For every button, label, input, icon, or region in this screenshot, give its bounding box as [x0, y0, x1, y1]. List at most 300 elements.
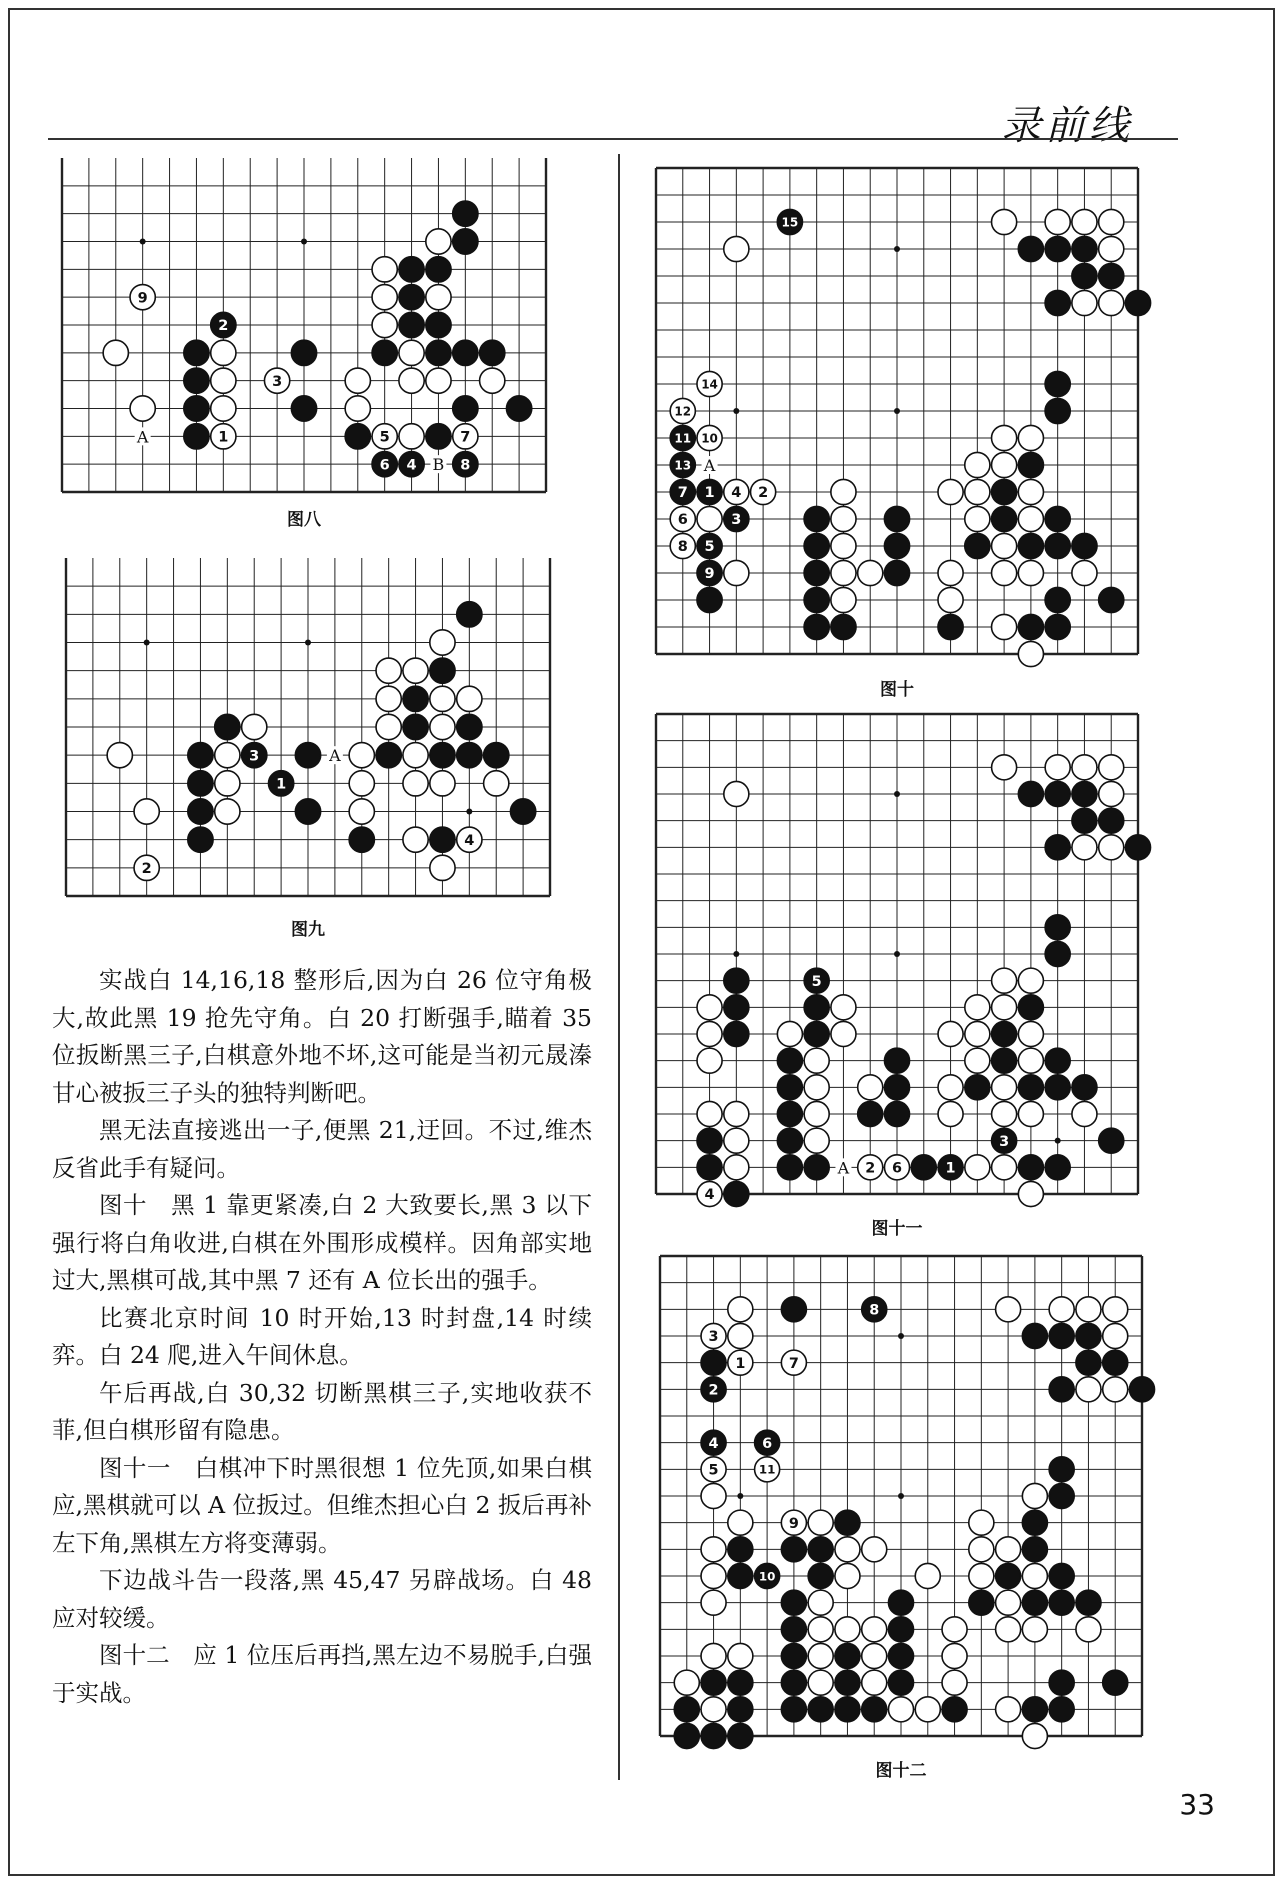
move-number: 3 [249, 748, 260, 765]
white-stone [376, 686, 401, 711]
white-stone [942, 1643, 967, 1668]
black-stone [484, 743, 509, 768]
paragraph: 下边战斗告一段落,黑 45,47 另辟战场。白 48 应对较缓。 [52, 1566, 592, 1632]
move-number: 4 [406, 457, 417, 474]
paragraph: 图十 黑 1 靠更紧凑,白 2 大致要长,黑 3 以下强行将白角收进,白棋在外围形成模样。因角部实地过大,黑棋可战,其中黑 7 还有 A 位长出的强手。 [52, 1191, 592, 1294]
black-stone [426, 257, 451, 282]
white-stone [1045, 209, 1070, 234]
black-stone [188, 799, 213, 824]
white-stone [215, 771, 240, 796]
white-stone [697, 1048, 722, 1073]
white-stone [969, 1510, 994, 1535]
black-stone [965, 1075, 990, 1100]
white-stone [426, 368, 451, 393]
black-stone [884, 506, 909, 531]
black-stone [781, 1617, 806, 1642]
black-stone [1045, 371, 1070, 396]
black-stone [808, 1563, 833, 1588]
white-stone [403, 658, 428, 683]
black-stone [1099, 1128, 1124, 1153]
paragraph: 图十一 白棋冲下时黑很想 1 位先顶,如果白棋应,黑棋就可以 A 位扳过。但维杰担心白 2 扳后再补左下角,黑棋左方将变薄弱。 [52, 1453, 592, 1557]
black-stone [724, 1181, 749, 1206]
black-stone [777, 1075, 802, 1100]
move-number: 6 [891, 1160, 903, 1177]
move-number: 10 [758, 1569, 776, 1584]
black-stone [1103, 1350, 1128, 1375]
black-stone [1045, 614, 1070, 639]
black-stone [430, 658, 455, 683]
black-stone [888, 1590, 913, 1615]
black-stone [884, 560, 909, 585]
black-stone [969, 1590, 994, 1615]
black-stone [1072, 808, 1097, 833]
black-stone [701, 1723, 726, 1748]
black-stone [1022, 1590, 1047, 1615]
white-stone [697, 506, 722, 531]
white-stone [808, 1670, 833, 1695]
white-stone [1072, 560, 1097, 585]
white-stone [942, 1670, 967, 1695]
white-stone [701, 1643, 726, 1668]
black-stone [1099, 587, 1124, 612]
black-stone [1076, 1350, 1101, 1375]
white-stone [1018, 1021, 1043, 1046]
white-stone [701, 1697, 726, 1722]
black-stone [888, 1670, 913, 1695]
white-stone [697, 1101, 722, 1126]
white-stone [701, 1483, 726, 1508]
white-stone [831, 1021, 856, 1046]
black-stone [453, 396, 478, 421]
white-stone [430, 771, 455, 796]
move-number: 3 [272, 373, 283, 390]
white-stone [403, 827, 428, 852]
black-stone [697, 1128, 722, 1153]
running-header: 录前线 [1001, 103, 1133, 149]
black-stone [728, 1563, 753, 1588]
black-stone [188, 771, 213, 796]
white-stone [835, 1617, 860, 1642]
white-stone [992, 995, 1017, 1020]
black-stone [831, 614, 856, 639]
black-stone [1022, 1323, 1047, 1348]
black-stone [701, 1350, 726, 1375]
move-number: 4 [731, 485, 742, 502]
move-number: 4 [464, 832, 475, 849]
black-stone [453, 340, 478, 365]
move-number: 1 [276, 776, 287, 793]
move-number: 3 [708, 1329, 719, 1346]
black-stone [1045, 835, 1070, 860]
black-stone [184, 396, 209, 421]
white-stone [831, 479, 856, 504]
black-stone [992, 1048, 1017, 1073]
white-stone [345, 368, 370, 393]
white-stone [992, 1155, 1017, 1180]
move-number: 6 [677, 512, 688, 529]
black-stone [804, 587, 829, 612]
hoshi-point [894, 408, 900, 414]
black-stone [399, 285, 424, 310]
move-number: 8 [869, 1302, 880, 1319]
move-number: 5 [811, 973, 822, 990]
white-stone [376, 714, 401, 739]
white-stone [728, 1643, 753, 1668]
black-stone [804, 614, 829, 639]
black-stone [728, 1537, 753, 1562]
white-stone [372, 257, 397, 282]
white-stone [1072, 290, 1097, 315]
go-diagram-fig10 [656, 168, 1138, 654]
white-stone [1022, 1563, 1047, 1588]
black-stone [426, 312, 451, 337]
white-stone [992, 533, 1017, 558]
black-stone [1125, 290, 1150, 315]
white-stone [938, 1075, 963, 1100]
white-stone [701, 1590, 726, 1615]
white-stone [992, 209, 1017, 234]
black-stone [480, 340, 505, 365]
caption-fig12: 图十二 [875, 1761, 927, 1781]
black-stone [399, 257, 424, 282]
black-stone [430, 827, 455, 852]
black-stone [835, 1510, 860, 1535]
black-stone [1072, 1075, 1097, 1100]
white-stone [996, 1617, 1021, 1642]
black-stone [1072, 533, 1097, 558]
white-stone [349, 771, 374, 796]
hoshi-point [898, 1493, 904, 1499]
black-stone [724, 968, 749, 993]
white-stone [938, 1101, 963, 1126]
white-stone [134, 799, 159, 824]
hoshi-point [894, 246, 900, 252]
black-stone [1049, 1323, 1074, 1348]
move-number: 5 [708, 1462, 719, 1479]
black-stone [1045, 1155, 1070, 1180]
move-number: 2 [708, 1382, 719, 1399]
white-stone [426, 285, 451, 310]
white-stone [1022, 1483, 1047, 1508]
white-stone [1099, 209, 1124, 234]
black-stone [426, 340, 451, 365]
black-stone [1018, 614, 1043, 639]
black-stone [1018, 781, 1043, 806]
white-stone [430, 686, 455, 711]
white-stone [777, 1021, 802, 1046]
white-stone [996, 1590, 1021, 1615]
caption-fig9: 图九 [291, 920, 325, 940]
black-stone [1045, 915, 1070, 940]
black-stone [188, 827, 213, 852]
white-stone [965, 1155, 990, 1180]
black-stone [804, 560, 829, 585]
black-stone [862, 1697, 887, 1722]
black-stone [215, 714, 240, 739]
black-stone [835, 1670, 860, 1695]
black-stone [1049, 1670, 1074, 1695]
black-stone [1045, 1075, 1070, 1100]
point-label: B [432, 455, 445, 475]
move-number: 12 [674, 404, 692, 419]
white-stone [724, 236, 749, 261]
black-stone [777, 1128, 802, 1153]
white-stone [965, 1021, 990, 1046]
white-stone [345, 396, 370, 421]
black-stone [1018, 533, 1043, 558]
move-number: 5 [379, 429, 390, 446]
go-diagram-fig12 [660, 1256, 1142, 1736]
white-stone [858, 1075, 883, 1100]
white-stone [992, 425, 1017, 450]
black-stone [942, 1697, 967, 1722]
white-stone [862, 1643, 887, 1668]
white-stone [426, 229, 451, 254]
black-stone [911, 1155, 936, 1180]
white-stone [1018, 479, 1043, 504]
black-stone [781, 1670, 806, 1695]
move-number: 14 [701, 377, 718, 392]
black-stone [1099, 808, 1124, 833]
go-diagram-fig11 [656, 714, 1138, 1204]
white-stone [480, 368, 505, 393]
black-stone [1049, 1697, 1074, 1722]
white-stone [1018, 641, 1043, 666]
black-stone [1049, 1377, 1074, 1402]
move-number: 5 [704, 539, 715, 556]
black-stone [1076, 1323, 1101, 1348]
black-stone [888, 1617, 913, 1642]
white-stone [804, 1075, 829, 1100]
white-stone [1022, 1617, 1047, 1642]
white-stone [1022, 1723, 1047, 1748]
white-stone [1103, 1323, 1128, 1348]
move-number: 9 [704, 566, 715, 583]
black-stone [1045, 1048, 1070, 1073]
black-stone [697, 587, 722, 612]
move-number: 9 [788, 1515, 799, 1532]
move-number: 7 [677, 485, 688, 502]
white-stone [215, 799, 240, 824]
black-stone [884, 533, 909, 558]
move-number: 1 [704, 485, 715, 502]
black-stone [426, 424, 451, 449]
black-stone [835, 1643, 860, 1668]
white-stone [1018, 425, 1043, 450]
black-stone [1103, 1670, 1128, 1695]
white-stone [430, 630, 455, 655]
move-number: 4 [704, 1187, 715, 1204]
hoshi-point [1055, 1138, 1061, 1144]
black-stone [1049, 1457, 1074, 1482]
move-number: 8 [677, 539, 688, 556]
hoshi-point [305, 640, 311, 646]
commentary-text [52, 962, 592, 1712]
black-stone [376, 743, 401, 768]
black-stone [1045, 506, 1070, 531]
white-stone [915, 1697, 940, 1722]
move-number: 3 [731, 512, 742, 529]
move-number: 15 [781, 215, 799, 230]
black-stone [430, 743, 455, 768]
black-stone [457, 714, 482, 739]
white-stone [996, 1537, 1021, 1562]
move-number: 11 [758, 1462, 776, 1477]
black-stone [399, 312, 424, 337]
white-stone [992, 560, 1017, 585]
black-stone [804, 1155, 829, 1180]
white-stone [1018, 560, 1043, 585]
white-stone [1072, 1101, 1097, 1126]
paragraph: 比赛北京时间 10 时开始,13 时封盘,14 时续弈。白 24 爬,进入午间休息。 [52, 1303, 592, 1369]
white-stone [1049, 1297, 1074, 1322]
paragraph: 实战白 14,16,18 整形后,因为白 26 位守角极大,故此黑 19 抢先守角。白 20 打断强手,瞄着 35 位扳断黑三子,白棋意外地不坏,这可能是当初元晟溱甘心被扳三子头的独特判断吧。 [52, 966, 592, 1107]
white-stone [831, 587, 856, 612]
white-stone [1099, 755, 1124, 780]
move-number: 2 [865, 1160, 876, 1177]
white-stone [888, 1697, 913, 1722]
white-stone [107, 743, 132, 768]
black-stone [724, 995, 749, 1020]
white-stone [211, 368, 236, 393]
hoshi-point [301, 239, 307, 245]
black-stone [403, 686, 428, 711]
black-stone [777, 1155, 802, 1180]
black-stone [1018, 1075, 1043, 1100]
white-stone [804, 1048, 829, 1073]
white-stone [804, 1128, 829, 1153]
black-stone [1022, 1697, 1047, 1722]
black-stone [1022, 1510, 1047, 1535]
black-stone [506, 396, 531, 421]
white-stone [965, 479, 990, 504]
white-stone [938, 587, 963, 612]
black-stone [701, 1670, 726, 1695]
black-stone [453, 201, 478, 226]
black-stone [992, 1021, 1017, 1046]
move-number: 1 [218, 429, 229, 446]
black-stone [1045, 781, 1070, 806]
hoshi-point [733, 408, 739, 414]
move-number: 8 [460, 457, 471, 474]
black-stone [965, 533, 990, 558]
hoshi-point [144, 640, 150, 646]
white-stone [349, 743, 374, 768]
white-stone [1018, 1048, 1043, 1073]
hoshi-point [140, 239, 146, 245]
black-stone [858, 1101, 883, 1126]
black-stone [804, 1021, 829, 1046]
move-number: 1 [735, 1355, 746, 1372]
black-stone [1045, 587, 1070, 612]
black-stone [697, 1155, 722, 1180]
white-stone [862, 1617, 887, 1642]
white-stone [701, 1563, 726, 1588]
white-stone [372, 312, 397, 337]
paragraph: 午后再战,白 30,32 切断黑棋三子,实地收获不菲,但白棋形留有隐患。 [52, 1378, 592, 1444]
white-stone [804, 1101, 829, 1126]
white-stone [1076, 1617, 1101, 1642]
caption-fig11: 图十一 [871, 1219, 923, 1239]
point-label: A [837, 1158, 850, 1178]
white-stone [1103, 1297, 1128, 1322]
white-stone [808, 1643, 833, 1668]
white-stone [831, 995, 856, 1020]
white-stone [701, 1537, 726, 1562]
black-stone [1049, 1563, 1074, 1588]
hoshi-point [466, 809, 472, 815]
black-stone [992, 506, 1017, 531]
white-stone [862, 1537, 887, 1562]
black-stone [1045, 533, 1070, 558]
white-stone [992, 452, 1017, 477]
black-stone [781, 1537, 806, 1562]
white-stone [992, 1101, 1017, 1126]
black-stone [453, 229, 478, 254]
black-stone [291, 396, 316, 421]
white-stone [965, 452, 990, 477]
go-diagram-fig8 [62, 158, 546, 492]
white-stone [724, 1155, 749, 1180]
black-stone [1022, 1537, 1047, 1562]
white-stone [1076, 1377, 1101, 1402]
white-stone [457, 686, 482, 711]
black-stone [804, 506, 829, 531]
white-stone [835, 1563, 860, 1588]
hoshi-point [898, 1333, 904, 1339]
white-stone [992, 1075, 1017, 1100]
white-stone [372, 285, 397, 310]
black-stone [1045, 941, 1070, 966]
black-stone [804, 995, 829, 1020]
white-stone [992, 968, 1017, 993]
black-stone [1018, 1155, 1043, 1180]
white-stone [1072, 755, 1097, 780]
white-stone [728, 1323, 753, 1348]
black-stone [804, 533, 829, 558]
white-stone [403, 743, 428, 768]
white-stone [969, 1563, 994, 1588]
white-stone [858, 560, 883, 585]
black-stone [1076, 1590, 1101, 1615]
black-stone [884, 1048, 909, 1073]
black-stone [457, 743, 482, 768]
white-stone [942, 1617, 967, 1642]
black-stone [888, 1643, 913, 1668]
black-stone [291, 340, 316, 365]
caption-fig10: 图十 [880, 680, 914, 700]
caption-fig8: 图八 [287, 510, 321, 530]
white-stone [996, 1697, 1021, 1722]
white-stone [938, 1021, 963, 1046]
white-stone [992, 755, 1017, 780]
white-stone [969, 1537, 994, 1562]
white-stone [697, 1021, 722, 1046]
black-stone [1049, 1483, 1074, 1508]
move-number: 13 [674, 458, 692, 473]
white-stone [1099, 290, 1124, 315]
hoshi-point [737, 1493, 743, 1499]
white-stone [1018, 506, 1043, 531]
black-stone [884, 1101, 909, 1126]
white-stone [724, 1101, 749, 1126]
white-stone [862, 1670, 887, 1695]
white-stone [1099, 781, 1124, 806]
black-stone [1072, 236, 1097, 261]
black-stone [345, 424, 370, 449]
move-number: 1 [945, 1160, 956, 1177]
black-stone [295, 799, 320, 824]
